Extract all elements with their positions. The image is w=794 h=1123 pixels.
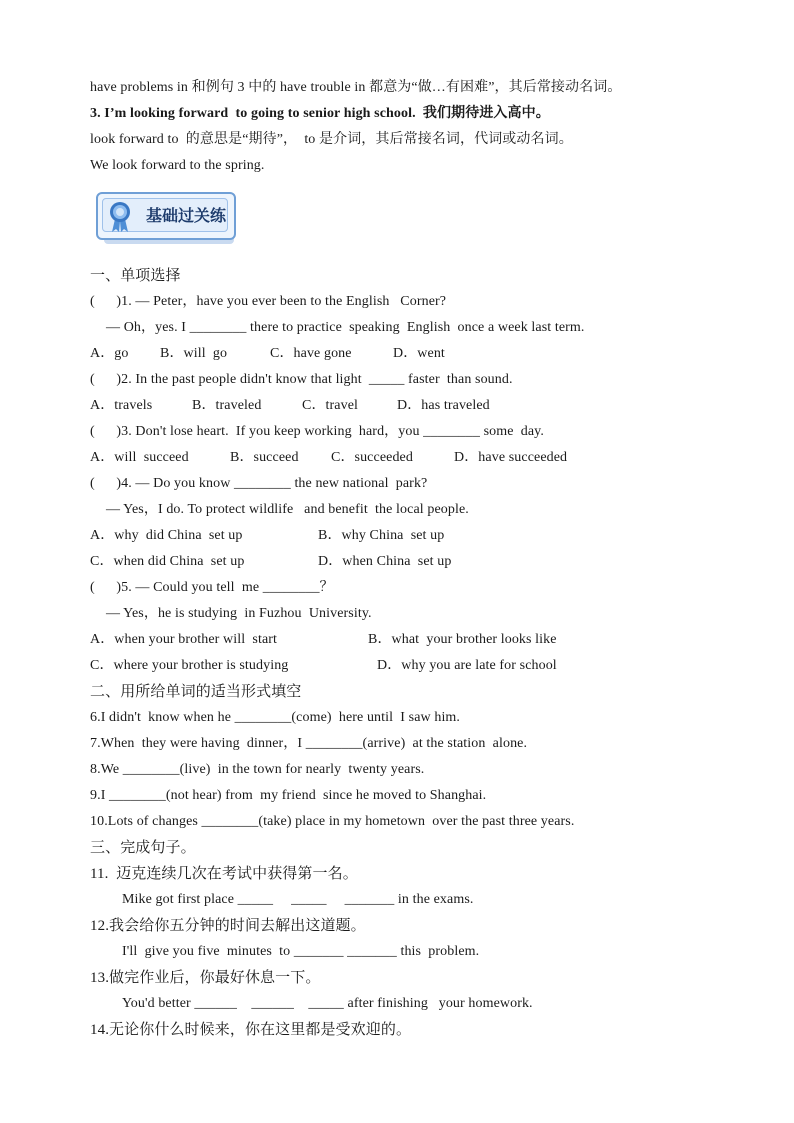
sentence-11-en: Mike got first place _____ _____ _______ in the exams. <box>122 892 474 907</box>
q5-option-a[interactable]: A．when your brother will start <box>90 632 278 647</box>
q3-options <box>90 445 690 471</box>
q1-options <box>90 341 690 367</box>
q4-option-d[interactable]: D．when China set up <box>318 554 452 569</box>
q5-option-d[interactable]: D．why you are late for school <box>377 658 557 673</box>
q1-option-d[interactable]: D．went <box>393 346 445 361</box>
sentence-12-cn: 12.我会给你五分钟的时间去解出这道题。 <box>90 918 366 934</box>
medal-icon <box>108 201 132 233</box>
q3-stem: ( )3. Don't lose heart. If you keep working hard，you ________ some day. <box>90 424 544 439</box>
q5-stem: ( )5. — Could you tell me ________？ <box>90 580 334 595</box>
fill-item-6: 6.I didn't know when he ________(come) here until I saw him. <box>90 710 461 725</box>
sentence-11-cn: 11. 迈克连续几次在考试中获得第一名。 <box>90 866 358 882</box>
q5-options-row2 <box>90 653 690 679</box>
q1-option-c[interactable]: C．have gone <box>270 346 352 361</box>
q2-option-b[interactable]: B．traveled <box>192 398 262 413</box>
q1-stem: ( )1. — Peter，have you ever been to the English Corner? <box>90 294 447 309</box>
q2-options <box>90 393 690 419</box>
q3-option-c[interactable]: C．succeeded <box>331 450 413 465</box>
q4-option-b[interactable]: B．why China set up <box>318 528 445 543</box>
fill-item-8: 8.We ________(live) in the town for nearly twenty years. <box>90 762 425 777</box>
q4-options-row1 <box>90 523 690 549</box>
q4-option-c[interactable]: C．when did China set up <box>90 554 245 569</box>
fill-item-9: 9.I ________(not hear) from my friend since he moved to Shanghai. <box>90 788 487 803</box>
section2-heading: 二、用所给单词的适当形式填空 <box>90 684 302 700</box>
q2-option-a[interactable]: A．travels <box>90 398 153 413</box>
q4-option-a[interactable]: A．why did China set up <box>90 528 243 543</box>
q2-option-d[interactable]: D．has traveled <box>397 398 490 413</box>
section3-heading: 三、完成句子。 <box>90 840 196 856</box>
fill-item-10: 10.Lots of changes ________(take) place in my hometown over the past three years. <box>90 814 575 829</box>
q5-option-c[interactable]: C．where your brother is studying <box>90 658 289 673</box>
sentence-14-cn: 14.无论你什么时候来，你在这里都是受欢迎的。 <box>90 1022 412 1038</box>
sentence-12-en: I'll give you five minutes to _______ _______ this problem. <box>122 944 480 959</box>
sentence-13-cn: 13.做完作业后，你最好休息一下。 <box>90 970 321 986</box>
q4-options-row2 <box>90 549 690 575</box>
fill-item-7: 7.When they were having dinner，I ________(arrive) at the station alone. <box>90 736 528 751</box>
q3-option-b[interactable]: B．succeed <box>230 450 299 465</box>
q4-stem: ( )4. — Do you know ________ the new national park? <box>90 476 428 491</box>
q1-option-a[interactable]: A．go <box>90 346 129 361</box>
q5-dialogue: — Yes，he is studying in Fuzhou University. <box>106 606 372 621</box>
q3-option-d[interactable]: D．have succeeded <box>454 450 568 465</box>
banner-title: 基础过关练 <box>146 206 227 225</box>
section-banner <box>96 192 236 244</box>
q5-option-b[interactable]: B．what your brother looks like <box>368 632 557 647</box>
intro-line-1: have problems in 和例句 3 中的 have trouble in 都意为“做…有困难”，其后常接动名词。 <box>90 80 622 95</box>
intro-line-3: look forward to 的意思是“期待”， to 是介词，其后常接名词，代词或动名词。 <box>90 132 573 147</box>
intro-line-4: We look forward to the spring. <box>90 158 265 173</box>
q2-stem: ( )2. In the past people didn't know that light _____ faster than sound. <box>90 372 513 387</box>
sentence-13-en: You'd better ______ ______ _____ after finishing your homework. <box>122 996 533 1011</box>
q5-options-row1 <box>90 627 690 653</box>
section1-heading: 一、单项选择 <box>90 268 181 284</box>
intro-example-3: 3. I’m looking forward to going to senior high school. 我们期待进入高中。 <box>90 106 550 121</box>
q1-dialogue: — Oh，yes. I ________ there to practice speaking English once a week last term. <box>106 320 585 335</box>
q3-option-a[interactable]: A．will succeed <box>90 450 189 465</box>
q2-option-c[interactable]: C．travel <box>302 398 359 413</box>
q1-option-b[interactable]: B．will go <box>160 346 228 361</box>
q4-dialogue: — Yes，I do. To protect wildlife and benefit the local people. <box>106 502 469 517</box>
